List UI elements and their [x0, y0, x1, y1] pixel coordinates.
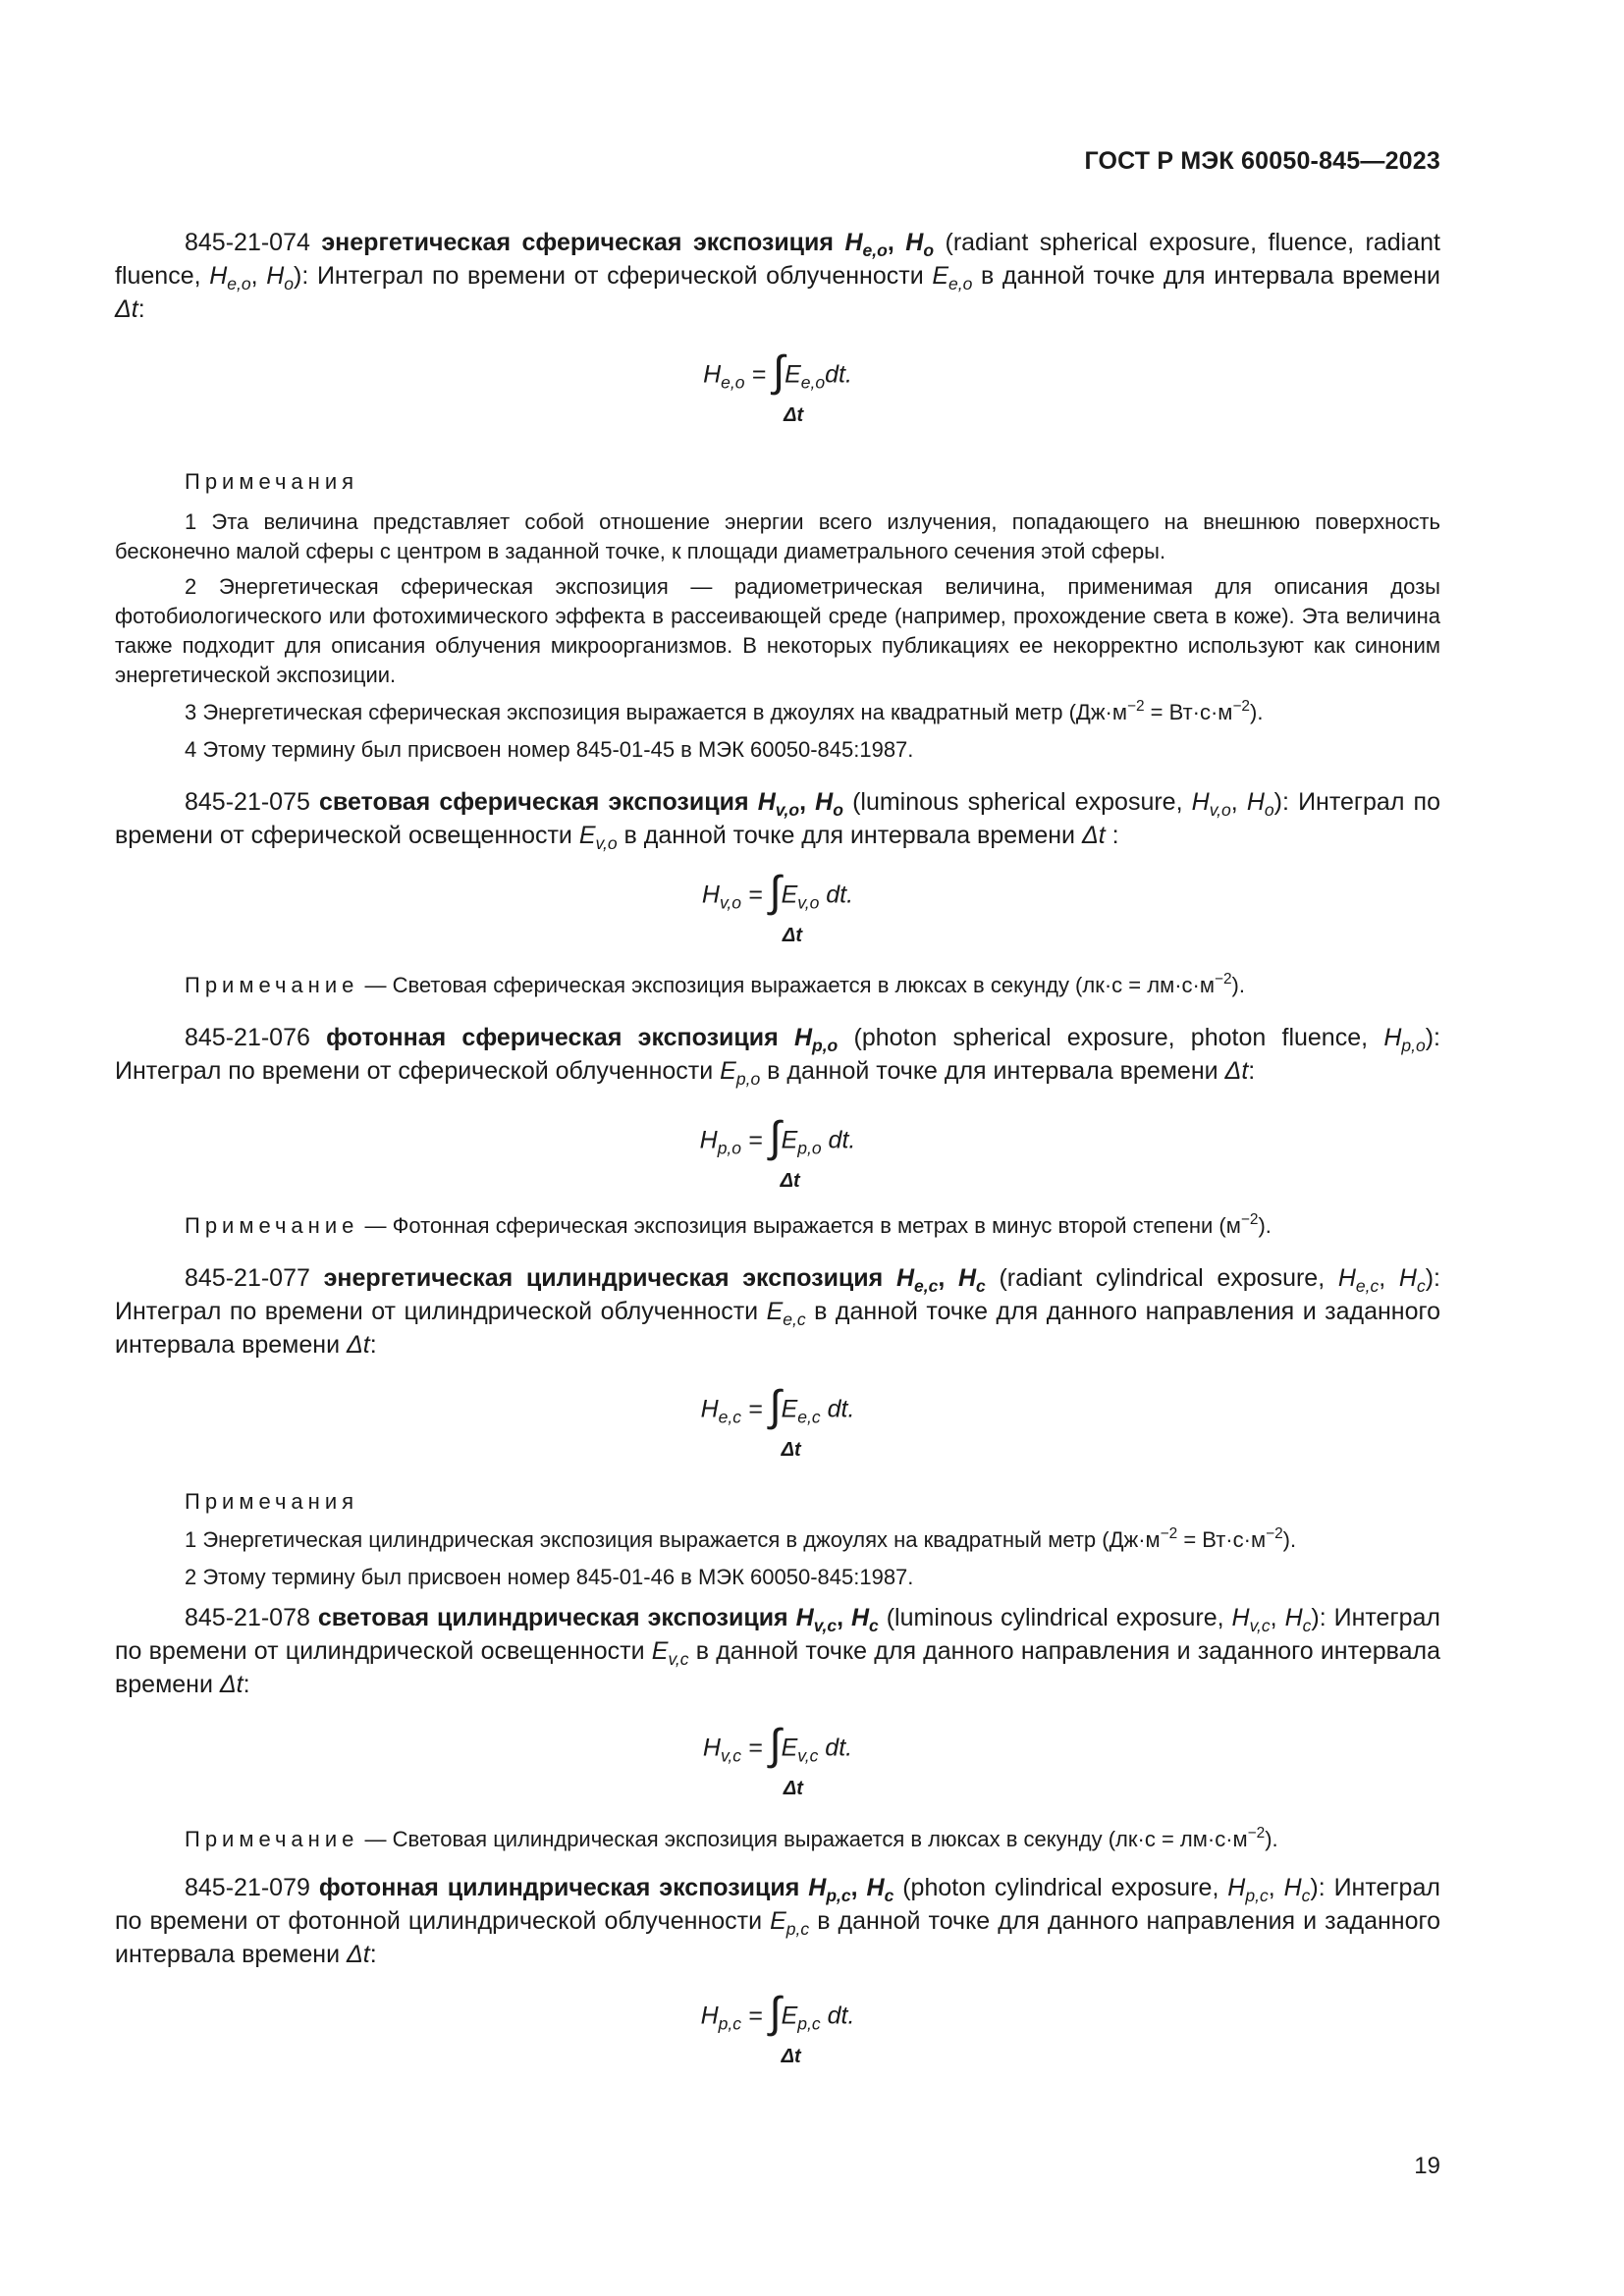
- formula-845-21-076: $H_{p,o} = \int E_{p,o}$ dt. Δt: [699, 1113, 856, 1192]
- notes-title-2: Примечания: [185, 1489, 359, 1514]
- note-845-21-075: Примечание — Световая сферическая экспозиция выражается в люксах в секунду $(лк\cdot с = лм\cdot с\cdot м^{-2})$.: [185, 971, 1245, 997]
- term-845-21-076: 845-21-076 фотонная сферическая экспозиция $H_{p,o}$ (photon spherical exposure, photon fluence, $H_{p,o}$): Интеграл по времени от сферической облученности $E_{p,o}$ в данной точке для интервала времени Δt:: [115, 1024, 1440, 1089]
- page-number: 19: [1414, 2153, 1440, 2179]
- formula-845-21-078: $H_{v,c} = \int E_{v,c}$ dt. Δt: [702, 1721, 853, 1799]
- term-845-21-078: 845-21-078 световая цилиндрическая экспозиция $H_{v,c}$, $H_c$ (luminous cylindrical exposure, $H_{v,c}$, $H_c$): Интеграл по времени от цилиндрической освещенности $E_{v,c}$ в данной точке для данного направления и заданного интервала времени Δt:: [115, 1604, 1440, 1698]
- term-845-21-079: 845-21-079 фотонная цилиндрическая экспозиция $H_{p,c}$, $H_c$ (photon cylindrical exposure, $H_{p,c}$, $H_c$): Интеграл по времени от фотонной цилиндрической облученности $E_{p,c}$ в данной точке для данного направления и заданного интервала времени Δt:: [115, 1874, 1440, 1968]
- standard-header: ГОСТ Р МЭК 60050-845—2023: [1084, 147, 1440, 175]
- term-845-21-074: 845-21-074 энергетическая сферическая экспозиция $H_{e,o}$, $H_o$ (radiant spherical exposure, fluence, radiant fluence, $H_{e,o}$, $H_o$): Интеграл по времени от сферической облученности $E_{e,o}$ в данной точке для интервала времени Δt:: [115, 229, 1440, 323]
- note-845-21-078: Примечание — Световая цилиндрическая экспозиция выражается в люксах в секунду $(лк\cdot с = лм\cdot с\cdot м^{-2})$.: [185, 1825, 1278, 1851]
- note-845-21-077-2: 2 Этому термину был присвоен номер 845-01-46 в МЭК 60050-845:1987.: [185, 1565, 914, 1589]
- term-845-21-075: 845-21-075 световая сферическая экспозиция $H_{v,o}$, $H_o$ (luminous spherical exposure, $H_{v,o}$, $H_o$): Интеграл по времени от сферической освещенности $E_{v,o}$ в данной точке для интервала времени Δt :: [115, 788, 1440, 853]
- formula-845-21-074: $H_{e,o} = \int E_{e,o}dt$. Δt: [703, 347, 852, 426]
- notes-title: Примечания: [185, 469, 359, 494]
- note-2: 2 Энергетическая сферическая экспозиция — радиометрическая величина, применимая для описания дозы фотобиологического или фотохимического эффекта в рассеивающей среде (например, прохождение света в коже). Эта величина также подходит для описания облучения микроорганизмов. В некоторых публикациях ее некорректно используют как синоним энергетической экспозиции.: [115, 574, 1440, 687]
- document-page: [115, 0, 1440, 2296]
- note-3: 3 Энергетическая сферическая экспозиция выражается в джоулях на квадратный метр $(Дж\cdot м^{-2} = Вт\cdot с\cdot м^{-2})$.: [185, 698, 1264, 724]
- note-4: 4 Этому термину был присвоен номер 845-01-45 в МЭК 60050-845:1987.: [185, 737, 914, 762]
- formula-845-21-077: $H_{e,c} = \int E_{e,c}$ dt. Δt: [700, 1382, 855, 1461]
- note-845-21-077-1: 1 Энергетическая цилиндрическая экспозиция выражается в джоулях на квадратный метр $(Дж\cdot м^{-2} = Вт\cdot с\cdot м^{-2})$.: [185, 1525, 1297, 1552]
- note-1: 1 Эта величина представляет собой отношение энергии всего излучения, попадающего на внешнюю поверхность бесконечно малой сферы с центром в заданной точке, к площади диаметрального сечения этой сферы.: [115, 509, 1440, 563]
- formula-845-21-079: $H_{p,c} = \int E_{p,c}$ dt. Δt: [700, 1989, 855, 2067]
- note-845-21-076: Примечание — Фотонная сферическая экспозиция выражается в метрах в минус второй степени $(м^{-2})$.: [185, 1211, 1272, 1238]
- term-845-21-077: 845-21-077 энергетическая цилиндрическая экспозиция $H_{e,c}$, $H_c$ (radiant cylindrical exposure, $H_{e,c}$, $H_c$): Интеграл по времени от цилиндрической облученности $E_{e,c}$ в данной точке для данного направления и заданного интервала времени Δt:: [115, 1264, 1440, 1359]
- formula-845-21-075: $H_{v,o} = \int E_{v,o}$ dt. Δt: [701, 868, 854, 946]
